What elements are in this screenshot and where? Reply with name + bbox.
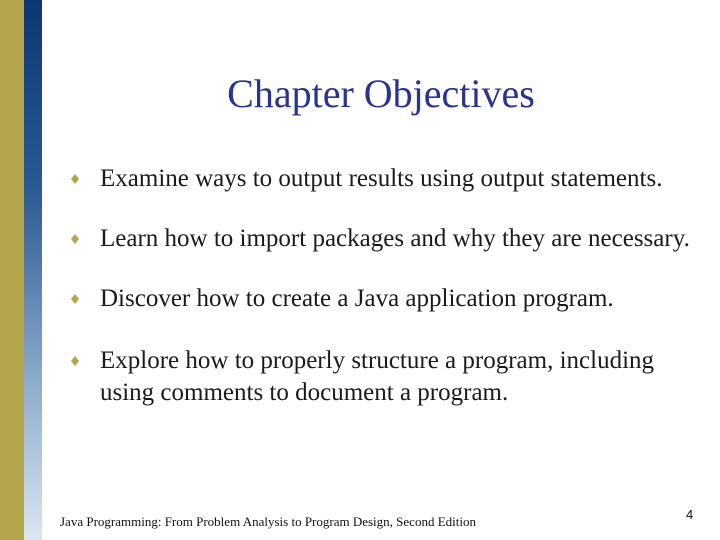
bullet-text: Discover how to create a Java application program. <box>100 285 614 312</box>
bullet-text: Explore how to properly structure a program, including using comments to document a program. <box>100 347 655 406</box>
list-item <box>70 163 690 195</box>
decorative-sidebar <box>0 0 42 540</box>
page-number: 4 <box>686 507 694 522</box>
sidebar-blue-gradient-stripe <box>24 0 42 540</box>
list-item <box>70 283 690 315</box>
slide-title: Chapter Objectives <box>227 71 535 116</box>
sidebar-olive-stripe <box>0 0 24 540</box>
list-item <box>70 223 690 255</box>
objectives-list <box>70 163 690 437</box>
bullet-text: Learn how to import packages and why they are necessary. <box>100 225 690 252</box>
list-item <box>70 345 690 409</box>
diamond-bullet-icon <box>70 345 82 377</box>
bullet-text: Examine ways to output results using output statements. <box>100 165 663 192</box>
diamond-bullet-icon <box>70 223 82 255</box>
slide-footer: Java Programming: From Problem Analysis to Program Design, Second Edition <box>60 514 476 529</box>
diamond-bullet-icon <box>70 283 82 315</box>
diamond-bullet-icon <box>70 163 82 195</box>
